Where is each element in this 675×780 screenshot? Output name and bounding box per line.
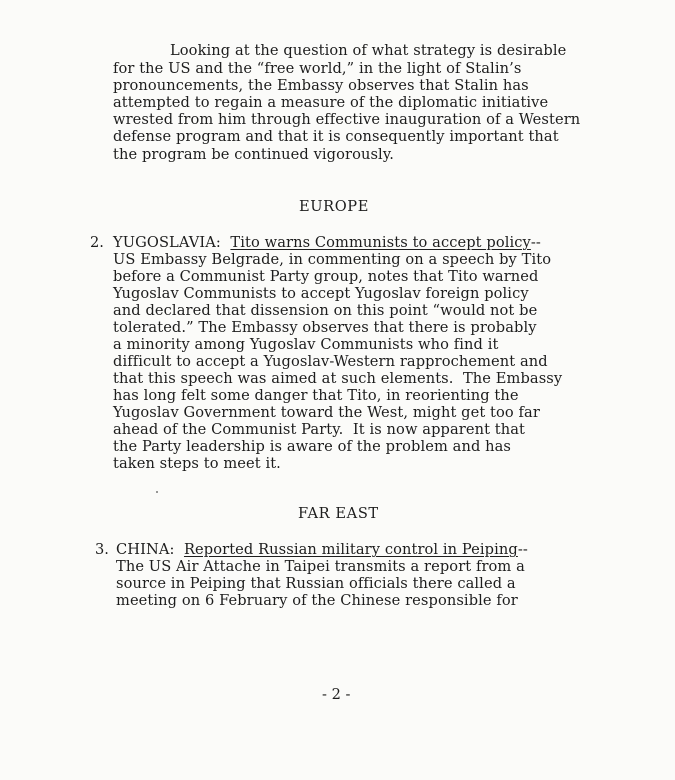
- intro-line: wrested from him through effective inauguration of a Western: [113, 111, 581, 128]
- page-number: - 2 -: [322, 686, 351, 703]
- intro-line: Looking at the question of what strategy is desirable: [170, 42, 567, 59]
- item-dash: --: [517, 541, 528, 558]
- item-headline: Tito warns Communists to accept policy: [230, 234, 531, 251]
- section-heading-europe: EUROPE: [299, 198, 369, 215]
- intro-line: for the US and the “free world,” in the light of Stalin’s: [113, 60, 522, 77]
- item-line: taken steps to meet it.: [113, 455, 281, 472]
- paper-speck: [156, 491, 158, 493]
- item-headline-line: [113, 234, 541, 251]
- item-line: Yugoslav Government toward the West, might get too far: [113, 404, 540, 421]
- item-line: difficult to accept a Yugoslav-Western rapprochement and: [113, 353, 548, 370]
- intro-line: defense program and that it is consequently important that: [113, 128, 559, 145]
- item-line: Yugoslav Communists to accept Yugoslav foreign policy: [113, 285, 529, 302]
- item-line: The US Air Attache in Taipei transmits a report from a: [116, 558, 525, 575]
- item-line: source in Peiping that Russian officials there called a: [116, 575, 516, 592]
- item-headline: Reported Russian military control in Peiping: [183, 541, 518, 558]
- item-number: 3.: [95, 541, 109, 558]
- section-heading-far-east: FAR EAST: [298, 505, 379, 522]
- item-headline-line: [116, 541, 528, 558]
- item-line: meeting on 6 February of the Chinese responsible for: [116, 592, 518, 609]
- item-line: has long felt some danger that Tito, in reorienting the: [113, 387, 519, 404]
- intro-line: attempted to regain a measure of the diplomatic initiative: [113, 94, 549, 111]
- item-line: the Party leadership is aware of the problem and has: [113, 438, 512, 455]
- item-line: before a Communist Party group, notes that Tito warned: [113, 268, 539, 285]
- item-line: that this speech was aimed at such elements. The Embassy: [113, 370, 563, 387]
- item-country: YUGOSLAVIA:: [113, 234, 221, 251]
- item-line: ahead of the Communist Party. It is now apparent that: [113, 421, 526, 438]
- item-line: tolerated.” The Embassy observes that there is probably: [113, 319, 537, 336]
- item-number: 2.: [90, 234, 104, 251]
- item-line: US Embassy Belgrade, in commenting on a speech by Tito: [113, 251, 552, 268]
- intro-line: the program be continued vigorously.: [113, 146, 394, 163]
- intro-line: pronouncements, the Embassy observes that Stalin has: [113, 77, 529, 94]
- item-line: and declared that dissension on this point “would not be: [113, 302, 538, 319]
- item-dash: --: [530, 234, 541, 251]
- item-line: a minority among Yugoslav Communists who find it: [113, 336, 499, 353]
- item-country: CHINA:: [116, 541, 175, 558]
